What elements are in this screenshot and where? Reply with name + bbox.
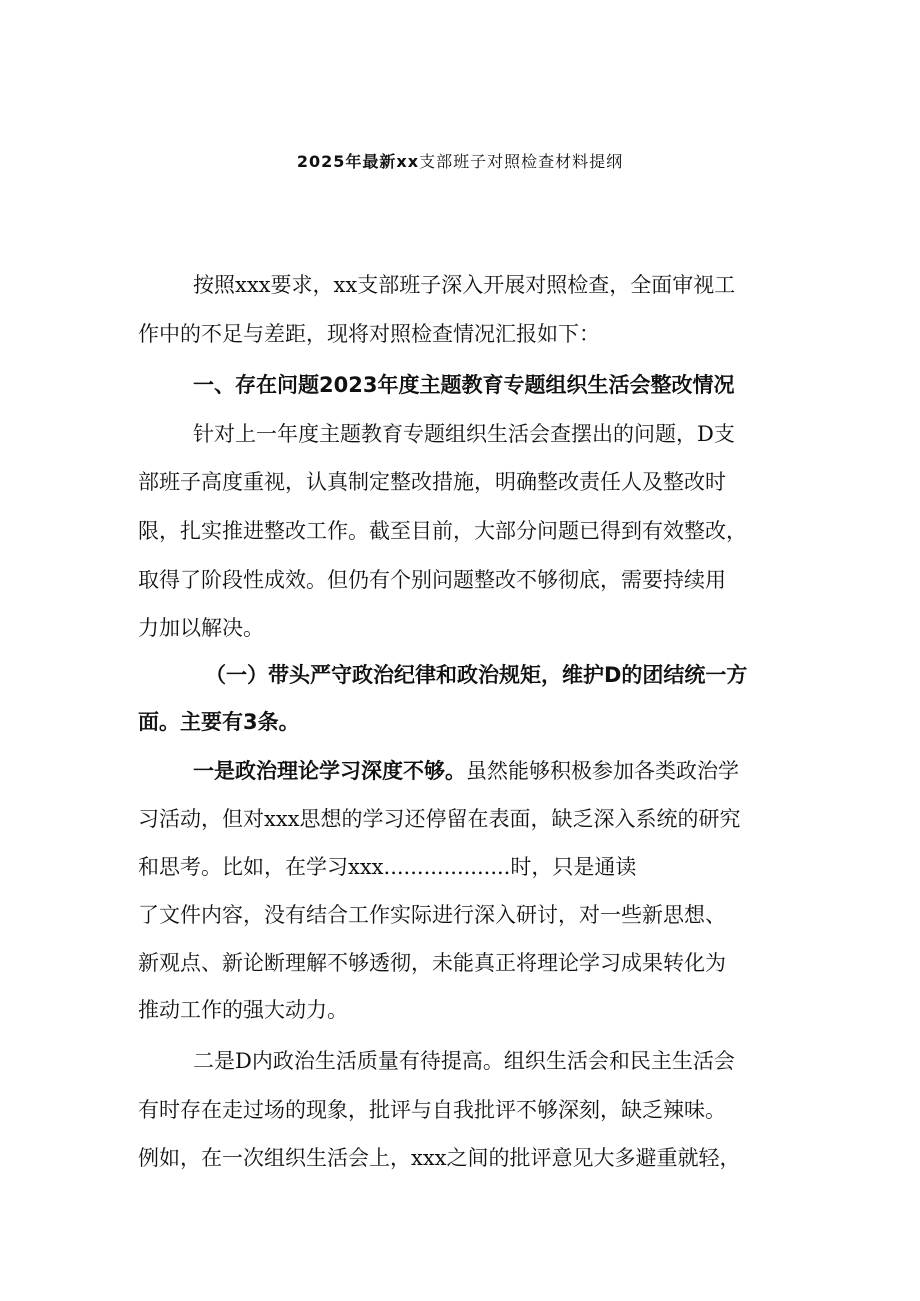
point1-line-6: 推动工作的强大动力。 <box>138 998 348 1022</box>
point1-line-2: 习活动，但对xxx思想的学习还停留在表面，缺乏深入系统的研究 <box>138 807 741 831</box>
subsection1-heading-line-1: （一）带头严守政治纪律和政治规矩，维护D的团结统一方 <box>205 663 748 687</box>
point1-line-4: 了文件内容，没有结合工作实际进行深入研讨，对一些新思想、 <box>138 903 726 927</box>
point1-first-rest: 虽然能够积极参加各类政治学 <box>466 759 739 783</box>
section1-line-1: 针对上一年度主题教育专题组织生活会查摆出的问题，D支 <box>193 422 735 446</box>
section1-line-2: 部班子高度重视，认真制定整改措施，明确整改责任人及整改时 <box>138 470 726 494</box>
document-title <box>0 138 920 186</box>
point1-line-3: 和思考。比如，在学习xxx...................时，只是通读 <box>138 855 637 879</box>
section1-line-3: 限，扎实推进整改工作。截至目前，大部分问题已得到有效整改， <box>138 519 747 543</box>
title-prefix: 2025年最新xx <box>296 152 420 171</box>
title-rest: 支部班子对照检查材料提纲 <box>419 152 624 171</box>
section1-line-5: 力加以解决。 <box>138 616 264 640</box>
point1-lead: 一是政治理论学习深度不够。 <box>193 759 466 783</box>
intro-line-2: 作中的不足与差距，现将对照检查情况汇报如下： <box>138 322 600 346</box>
point1-line-1 <box>193 756 739 786</box>
section1-heading: 一、存在问题2023年度主题教育专题组织生活会整改情况 <box>193 373 735 397</box>
point2-line-3: 例如，在一次组织生活会上，xxx之间的批评意见大多避重就轻， <box>138 1146 741 1170</box>
subsection1-heading-line-2: 面。主要有3条。 <box>138 710 300 734</box>
section1-line-4: 取得了阶段性成效。但仍有个别问题整改不够彻底，需要持续用 <box>138 568 726 592</box>
point2-line-2: 有时存在走过场的现象，批评与自我批评不够深刻，缺乏辣味。 <box>138 1098 726 1122</box>
point2-line-1: 二是D内政治生活质量有待提高。组织生活会和民主生活会 <box>193 1049 735 1073</box>
point1-line-5: 新观点、新论断理解不够透彻，未能真正将理论学习成果转化为 <box>138 951 726 975</box>
intro-line-1: 按照xxx要求，xx支部班子深入开展对照检查，全面审视工 <box>193 273 736 297</box>
